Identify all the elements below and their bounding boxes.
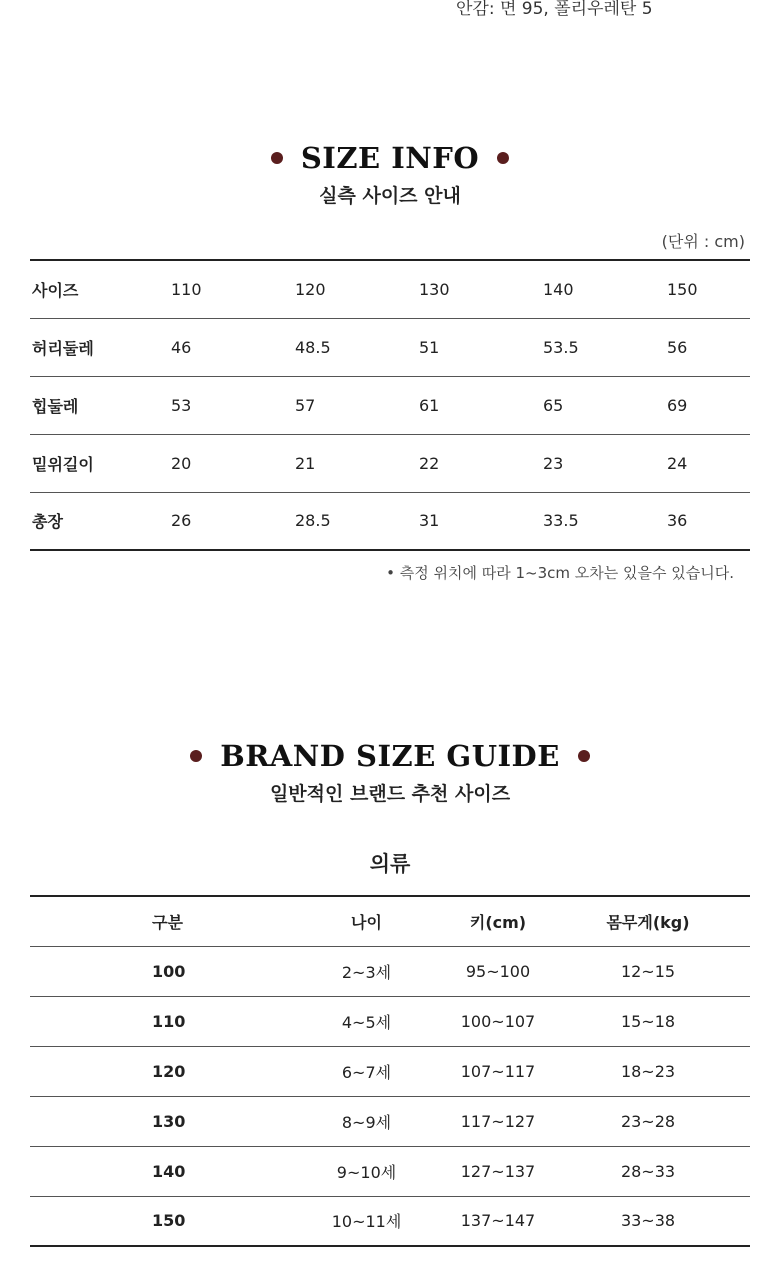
brand-guide-subtitle: 일반적인 브랜드 추천 사이즈	[269, 783, 511, 805]
table-row	[30, 260, 750, 318]
table-cell: 12~15	[568, 946, 728, 996]
column-header: 나이	[305, 896, 428, 946]
table-cell: 61	[419, 376, 543, 434]
table-cell: 100~107	[428, 996, 568, 1046]
table-row	[30, 996, 750, 1046]
table-cell: 20	[171, 434, 295, 492]
spacer-cell	[728, 1146, 750, 1196]
table-cell: 150	[152, 1211, 186, 1231]
spacer-cell	[728, 1046, 750, 1096]
table-cell: 127~137	[428, 1146, 568, 1196]
table-cell: 53	[171, 376, 295, 434]
table-row	[30, 1146, 750, 1196]
brand-guide-title: BRAND SIZE GUIDE	[220, 739, 560, 773]
spacer-cell	[728, 946, 750, 996]
brand-guide-table	[30, 895, 750, 1247]
table-cell: 9~10세	[305, 1146, 428, 1196]
table-row	[30, 1096, 750, 1146]
table-cell: 24	[667, 434, 750, 492]
table-cell: 28~33	[568, 1146, 728, 1196]
table-cell: 26	[171, 511, 192, 531]
table-row	[30, 376, 750, 434]
measurement-note: • 측정 위치에 따라 1~3cm 오차는 있을수 있습니다.	[386, 564, 734, 582]
table-cell: 56	[667, 318, 750, 376]
table-cell: 51	[419, 318, 543, 376]
table-row	[30, 492, 750, 550]
fabric-note: 안감: 면 95, 폴리우레탄 5	[456, 0, 653, 19]
spacer-cell	[728, 996, 750, 1046]
table-cell: 15~18	[568, 996, 728, 1046]
brand-guide-header	[0, 739, 780, 806]
table-cell: 21	[295, 434, 419, 492]
row-header: 허리둘레	[30, 318, 171, 376]
table-cell: 18~23	[568, 1046, 728, 1096]
spacer-cell	[728, 1196, 750, 1246]
table-cell: 48.5	[295, 318, 419, 376]
row-header: 사이즈	[30, 260, 171, 318]
table-cell: 140	[30, 1146, 305, 1196]
bullet-dot-icon	[271, 152, 283, 164]
table-cell: 2~3세	[305, 946, 428, 996]
table-cell: 46	[171, 318, 295, 376]
table-cell: 4~5세	[305, 996, 428, 1046]
table-row	[30, 318, 750, 376]
table-cell: 33~38	[620, 1211, 676, 1231]
table-row	[30, 1196, 750, 1246]
table-cell: 150	[667, 260, 750, 318]
table-cell: 140	[543, 260, 667, 318]
row-header: 총장	[32, 512, 63, 532]
bullet-dot-icon	[497, 152, 509, 164]
column-header: 키(cm)	[428, 896, 568, 946]
table-row	[30, 1046, 750, 1096]
table-row	[30, 946, 750, 996]
bullet-dot-icon	[578, 750, 590, 762]
table-cell: 95~100	[428, 946, 568, 996]
table-cell: 31	[419, 511, 440, 531]
column-header: 구분	[30, 896, 305, 946]
unit-label: (단위 : cm)	[661, 232, 745, 251]
table-cell: 100	[30, 946, 305, 996]
category-title: 의류	[369, 852, 411, 876]
spacer-column	[728, 896, 750, 946]
spacer-cell	[728, 1096, 750, 1146]
table-cell: 120	[295, 260, 419, 318]
size-info-subtitle: 실측 사이즈 안내	[319, 185, 461, 207]
table-cell: 8~9세	[305, 1096, 428, 1146]
bullet-dot-icon	[190, 750, 202, 762]
table-cell: 36	[667, 511, 688, 531]
table-cell: 57	[295, 376, 419, 434]
table-cell: 110	[171, 260, 295, 318]
table-cell: 23	[543, 434, 667, 492]
table-cell: 130	[419, 260, 543, 318]
table-cell: 28.5	[295, 511, 331, 531]
size-info-title: SIZE INFO	[300, 141, 480, 175]
size-info-header	[0, 141, 780, 208]
row-header: 밑위길이	[30, 434, 171, 492]
table-cell: 130	[30, 1096, 305, 1146]
table-cell: 110	[30, 996, 305, 1046]
table-cell: 120	[30, 1046, 305, 1096]
table-cell: 23~28	[568, 1096, 728, 1146]
table-cell: 117~127	[428, 1096, 568, 1146]
row-header: 힙둘레	[30, 376, 171, 434]
table-cell: 137~147	[460, 1211, 536, 1231]
table-cell: 69	[667, 376, 750, 434]
table-cell: 53.5	[543, 318, 667, 376]
size-info-table	[30, 259, 750, 551]
table-cell: 65	[543, 376, 667, 434]
table-row	[30, 434, 750, 492]
column-header: 몸무게(kg)	[568, 896, 728, 946]
table-cell: 22	[419, 434, 543, 492]
table-cell: 107~117	[428, 1046, 568, 1096]
table-header-row	[30, 896, 750, 946]
table-cell: 10~11세	[331, 1212, 402, 1232]
table-cell: 33.5	[543, 511, 579, 531]
table-cell: 6~7세	[305, 1046, 428, 1096]
